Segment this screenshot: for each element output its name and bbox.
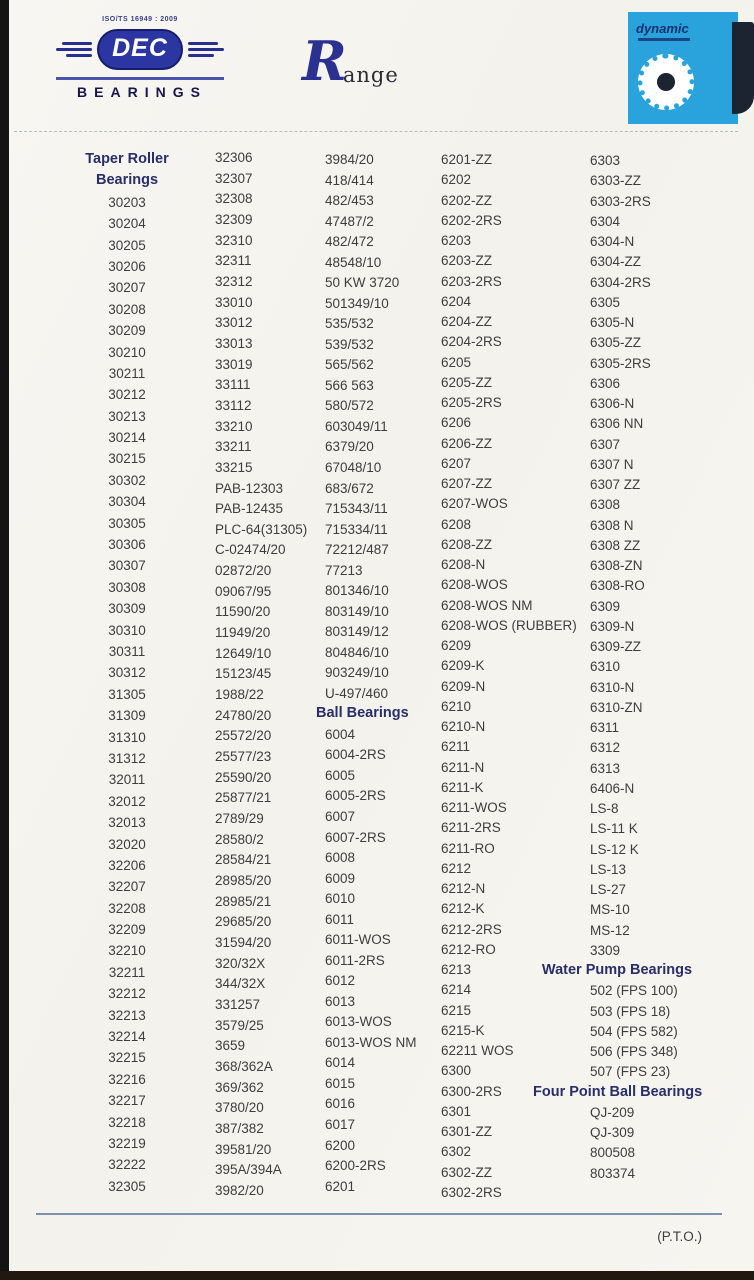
part-number: 3982/20 (215, 1182, 264, 1198)
part-number: 02872/20 (215, 563, 272, 579)
part-number: 503 (FPS 18) (590, 1003, 671, 1019)
part-number: 6379/20 (325, 439, 374, 455)
part-number: 6008 (325, 850, 356, 866)
part-number: 30312 (108, 665, 146, 681)
part-number: 32213 (108, 1007, 146, 1023)
part-number: 30302 (108, 472, 146, 488)
part-number: 482/472 (325, 234, 374, 250)
part-number: 72212/487 (325, 542, 389, 558)
part-number: 6201-ZZ (441, 152, 493, 167)
part-number: LS-12 K (590, 841, 639, 857)
part-number: 6215 (441, 1002, 472, 1018)
part-number: 6212 (441, 860, 472, 876)
part-number: 6204-ZZ (441, 314, 493, 329)
part-number: 33012 (215, 315, 253, 331)
part-number: 32013 (108, 815, 146, 831)
part-number: 32206 (108, 857, 146, 873)
part-number: 6302-ZZ (441, 1164, 493, 1180)
part-number: 6005 (325, 767, 356, 783)
part-number: 603049/11 (325, 418, 388, 434)
part-number: 6017 (325, 1116, 356, 1132)
catalog-column-2 (215, 150, 320, 1198)
part-number: 6209 (441, 638, 472, 653)
part-number: 715334/11 (325, 521, 388, 537)
part-number: 6302-2RS (441, 1184, 502, 1200)
part-number: 801346/10 (325, 583, 389, 599)
part-number: 6304-2RS (590, 274, 651, 290)
part-number: 6200 (325, 1137, 356, 1153)
part-number: 804846/10 (325, 644, 389, 660)
part-number: 6303 (590, 153, 621, 168)
footer-divider (36, 1213, 722, 1215)
part-number: 6304 (590, 213, 621, 229)
part-number: 32216 (108, 1071, 146, 1087)
dec-bearings-logo (52, 16, 228, 100)
part-number: 3984/20 (325, 152, 374, 167)
part-number: 6015 (325, 1075, 356, 1091)
part-number: 3780/20 (215, 1100, 264, 1116)
part-number: 6212-RO (441, 941, 496, 957)
part-number: 3659 (215, 1038, 246, 1054)
part-number: 506 (FPS 348) (590, 1044, 678, 1059)
part-number: 25590/20 (215, 769, 272, 785)
part-number: 482/453 (325, 193, 374, 209)
part-number: 33013 (215, 335, 253, 351)
part-number: 6207-ZZ (441, 476, 493, 491)
part-number: 33112 (215, 397, 252, 413)
part-number: 6307 (590, 436, 621, 452)
part-number: 6013-WOS (325, 1014, 392, 1030)
part-number: 6308 N (590, 517, 634, 533)
catalog-column-3 (316, 152, 444, 1194)
part-number: 31594/20 (215, 934, 272, 950)
part-number: 47487/2 (325, 213, 374, 229)
part-number: 32305 (108, 1178, 146, 1194)
part-number: 09067/95 (215, 583, 272, 599)
dec-logo-mark: DEC (97, 29, 183, 70)
part-number: 24780/20 (215, 707, 272, 723)
bearing-hub-icon (657, 73, 675, 91)
part-number: 30215 (108, 451, 146, 467)
part-number: 31310 (108, 729, 146, 745)
dynamic-logo-label: dynamic (636, 21, 689, 36)
part-number: 6016 (325, 1096, 356, 1112)
catalog-column-5 (533, 153, 725, 1181)
part-number: 6202 (441, 172, 472, 188)
part-number: 50 KW 3720 (325, 275, 400, 291)
part-number: 6210-N (441, 719, 486, 734)
part-number: 320/32X (215, 955, 266, 971)
part-number: 30213 (108, 408, 146, 424)
part-number: 507 (FPS 23) (590, 1064, 671, 1080)
part-number: 395A/394A (215, 1162, 282, 1178)
part-number: PAB-12435 (215, 501, 284, 517)
part-number: 6211-K (441, 779, 484, 795)
dec-logo-underbar (56, 77, 224, 80)
part-number: 6208 (441, 516, 472, 532)
part-number: 6203-2RS (441, 273, 502, 289)
part-number: 6309-N (590, 618, 635, 634)
part-number: 6004-2RS (325, 747, 386, 763)
part-number: 28985/21 (215, 893, 272, 909)
part-number: 32222 (108, 1157, 146, 1173)
part-number: 6010 (325, 891, 356, 907)
part-number: 32312 (215, 273, 253, 289)
part-number: C-02474/20 (215, 542, 286, 558)
part-number: 6300 (441, 1063, 472, 1079)
part-number: 32217 (108, 1093, 146, 1109)
part-number: 6305 (590, 294, 621, 310)
part-number: 67048/10 (325, 459, 382, 475)
part-number: 6305-N (590, 315, 635, 330)
certification-text: ISO/TS 16949 : 2009 (102, 16, 178, 23)
part-number: 6208-WOS (RUBBER) (441, 617, 577, 633)
dynamic-d-stem (732, 22, 754, 114)
part-number: 6011-WOS (325, 932, 391, 948)
part-number: 369/362 (215, 1079, 264, 1095)
header-divider (14, 131, 738, 132)
part-number: 30311 (108, 643, 146, 659)
part-number: 535/532 (325, 316, 374, 332)
part-number: 33211 (215, 439, 252, 455)
part-number: 32306 (215, 150, 253, 165)
part-number: 418/414 (325, 172, 374, 188)
part-number: U-497/460 (325, 685, 389, 701)
dec-logo-subtitle: BEARINGS (77, 84, 207, 100)
part-number: 387/382 (215, 1120, 264, 1136)
part-number: 6208-WOS (441, 577, 508, 593)
part-number: 33111 (215, 377, 251, 393)
part-number: 6013-WOS NM (325, 1034, 417, 1050)
part-number: 6213 (441, 962, 472, 977)
part-number: 32311 (215, 253, 252, 269)
part-number: 6206-ZZ (441, 435, 493, 451)
section-header: Bearings (95, 172, 159, 189)
part-number: 6009 (325, 870, 356, 886)
section-header: Taper Roller (85, 151, 169, 167)
part-number: 11949/20 (215, 625, 271, 641)
part-number: 6301-ZZ (441, 1124, 493, 1139)
part-number: 6210 (441, 698, 472, 714)
scan-edge-bottom (0, 1271, 754, 1280)
part-number: 566 563 (325, 377, 374, 393)
part-number: 30206 (108, 258, 146, 274)
part-number: 368/362A (215, 1058, 273, 1074)
part-number: 6005-2RS (325, 788, 386, 804)
part-number: 6004 (325, 726, 356, 742)
part-number: 6211-RO (441, 840, 495, 856)
part-number: 6012 (325, 973, 356, 989)
part-number: 77213 (325, 562, 363, 578)
part-number: 6211-2RS (441, 820, 501, 836)
part-number: 6205-2RS (441, 395, 502, 410)
part-number: 6301 (441, 1103, 472, 1119)
part-number: 30305 (108, 515, 146, 531)
part-number: 6305-ZZ (590, 335, 642, 351)
part-number: 803149/12 (325, 624, 389, 640)
part-number: 6203-ZZ (441, 253, 493, 269)
part-number: 6208-WOS NM (441, 597, 533, 613)
part-number: 32214 (108, 1029, 146, 1045)
part-number: 32212 (108, 986, 146, 1002)
part-number: 800508 (590, 1145, 636, 1161)
part-number: 30203 (108, 194, 146, 210)
part-number: 6312 (590, 740, 621, 756)
part-number: 6011 (325, 911, 355, 927)
part-number: 30208 (108, 301, 146, 317)
part-number: 501349/10 (325, 295, 389, 311)
part-number: 6007-2RS (325, 829, 386, 845)
part-number: 6308-ZN (590, 558, 643, 573)
speed-lines-left-icon (56, 42, 92, 57)
part-number: 6304-N (590, 234, 635, 249)
speed-lines-right-icon (188, 42, 224, 57)
section-header: Ball Bearings (316, 705, 409, 722)
part-number: 6313 (590, 760, 621, 776)
part-number: LS-13 (590, 861, 627, 877)
part-number: 6310 (590, 659, 621, 675)
part-number: 30205 (108, 237, 146, 253)
part-number: QJ-209 (590, 1104, 635, 1120)
part-number: MS-10 (590, 902, 630, 918)
part-number: 6209-K (441, 658, 485, 674)
part-number: 30306 (108, 537, 146, 553)
part-number: 6306 (590, 375, 621, 391)
part-number: 30309 (108, 601, 146, 617)
range-title-initial: R (302, 29, 347, 93)
part-number: 6212-N (441, 881, 486, 896)
part-number: 6303-2RS (590, 193, 651, 209)
part-number: 32308 (215, 191, 253, 207)
part-number: 3579/25 (215, 1017, 264, 1033)
part-number: 6203 (441, 233, 472, 248)
part-number: 25877/21 (215, 790, 272, 806)
part-number: 33215 (215, 459, 253, 475)
part-number: 6014 (325, 1055, 356, 1071)
part-number: 28584/21 (215, 852, 272, 868)
part-number: 30307 (108, 558, 146, 574)
part-number: 6306 NN (590, 416, 644, 432)
part-number: PAB-12303 (215, 480, 284, 496)
part-number: 12649/10 (215, 645, 272, 661)
part-number: 25572/20 (215, 728, 272, 744)
part-number: LS-11 K (590, 821, 638, 837)
part-number: 504 (FPS 582) (590, 1023, 678, 1039)
part-number: 62211 WOS (441, 1043, 514, 1058)
part-number: 6201 (325, 1178, 356, 1194)
part-number: 6202-ZZ (441, 192, 493, 208)
part-number: 39581/20 (215, 1141, 272, 1157)
section-header: Four Point Ball Bearings (533, 1083, 703, 1100)
part-number: 32207 (108, 879, 146, 895)
part-number: 6311 (590, 720, 620, 735)
part-number: 30204 (108, 216, 146, 232)
part-number: 6406-N (590, 780, 635, 796)
part-number: 6309-ZZ (590, 639, 642, 654)
part-number: 32218 (108, 1114, 146, 1130)
part-number: 6206 (441, 415, 472, 431)
dynamic-logo-bar (638, 38, 690, 41)
part-number: 715343/11 (325, 501, 388, 517)
part-number: 29685/20 (215, 914, 272, 930)
part-number: 6208-ZZ (441, 536, 493, 552)
part-number: 28985/20 (215, 872, 272, 888)
part-number: 33210 (215, 418, 253, 434)
part-number: 32219 (108, 1135, 146, 1151)
part-number: 28580/2 (215, 831, 264, 847)
range-title-rest: ange (342, 63, 399, 87)
part-number: 6303-ZZ (590, 173, 642, 189)
part-number: 6310-N (590, 679, 635, 695)
part-number: 30211 (108, 365, 146, 381)
pto-note: (P.T.O.) (657, 1229, 702, 1244)
part-number: 6304-ZZ (590, 254, 642, 270)
part-number: 6208-N (441, 557, 486, 572)
part-number: 30308 (108, 579, 146, 595)
part-number: 15123/45 (215, 666, 272, 682)
part-number: 31312 (108, 750, 146, 766)
part-number: 539/532 (325, 336, 374, 352)
part-number: 30210 (108, 344, 146, 360)
part-number: 32309 (215, 211, 253, 227)
part-number: 6205-ZZ (441, 374, 493, 390)
part-number: 3309 (590, 942, 621, 958)
part-number: 32210 (108, 943, 146, 959)
part-number: QJ-309 (590, 1125, 635, 1140)
part-number: 6214 (441, 982, 472, 998)
section-header: Water Pump Bearings (541, 962, 693, 978)
part-number: 6212-K (441, 901, 485, 917)
page-title (302, 29, 399, 93)
part-number: 11590/20 (215, 604, 271, 620)
part-number: LS-27 (590, 882, 627, 897)
part-number: 6309 (590, 598, 621, 614)
part-number: 32215 (108, 1050, 146, 1066)
part-number: LS-8 (590, 801, 619, 816)
part-number: 6302 (441, 1144, 472, 1160)
part-number: 6200-2RS (325, 1158, 386, 1174)
part-number: 502 (FPS 100) (590, 983, 678, 999)
part-number: 30212 (108, 387, 146, 403)
part-number: 6205 (441, 354, 472, 370)
part-number: 32012 (108, 793, 146, 809)
part-number: 32011 (108, 772, 146, 788)
dec-capsule-row (52, 29, 228, 70)
part-number: 344/32X (215, 976, 266, 992)
bearing-ring-icon (638, 54, 694, 110)
part-number: 683/672 (325, 480, 374, 496)
part-number: 6211-WOS (441, 800, 507, 815)
part-number: 32208 (108, 900, 146, 916)
part-number: 30310 (108, 622, 146, 638)
part-number: 48548/10 (325, 254, 382, 270)
part-number: 6211-N (441, 759, 485, 775)
part-number: 6011-2RS (325, 952, 385, 968)
part-number: 2789/29 (215, 811, 264, 826)
part-number: 6305-2RS (590, 355, 651, 371)
part-number: 6007 (325, 809, 356, 824)
part-number: 31309 (108, 708, 146, 724)
catalog-columns (0, 150, 754, 1210)
part-number: 6212-2RS (441, 921, 502, 937)
part-number: 6211 (441, 739, 471, 755)
part-number: 32209 (108, 922, 146, 938)
part-number: 6308-RO (590, 578, 645, 594)
part-number: 803374 (590, 1165, 636, 1181)
part-number: 30209 (108, 323, 146, 339)
part-number: 33019 (215, 356, 253, 372)
part-number: 6306-N (590, 396, 635, 411)
part-number: 30207 (108, 280, 146, 296)
part-number: 32020 (108, 836, 146, 852)
part-number: PLC-64(31305) (215, 521, 308, 537)
dynamic-logo (628, 12, 738, 124)
part-number: 6013 (325, 993, 356, 1009)
part-number: MS-12 (590, 922, 630, 938)
part-number: 1988/22 (215, 687, 264, 703)
part-number: 6209-N (441, 678, 486, 694)
part-number: 6215-K (441, 1022, 485, 1038)
part-number: 32211 (108, 964, 146, 980)
part-number: 6310-ZN (590, 699, 643, 715)
part-number: 6204-2RS (441, 334, 502, 350)
part-number: 30214 (108, 430, 146, 446)
part-number: 33010 (215, 294, 253, 310)
catalog-column-1 (42, 152, 212, 1194)
part-number: 6204 (441, 293, 472, 309)
part-number: 331257 (215, 996, 261, 1012)
part-number: 6300-2RS (441, 1083, 502, 1099)
part-number: 25577/23 (215, 749, 272, 765)
part-number: 30304 (108, 494, 146, 510)
part-number: 31305 (108, 686, 146, 702)
part-number: 6308 (590, 497, 621, 513)
part-number: 6308 ZZ (590, 537, 641, 553)
part-number: 32307 (215, 170, 253, 186)
part-number: 32310 (215, 232, 253, 248)
part-number: 6307 ZZ (590, 477, 641, 492)
part-number: 6202-2RS (441, 212, 502, 228)
part-number: 6207 (441, 455, 472, 471)
part-number: 6207-WOS (441, 496, 508, 512)
part-number: 903249/10 (325, 665, 389, 681)
part-number: 803149/10 (325, 603, 389, 619)
part-number: 6307 N (590, 456, 634, 472)
part-number: 565/562 (325, 357, 374, 373)
part-number: 580/572 (325, 398, 374, 414)
